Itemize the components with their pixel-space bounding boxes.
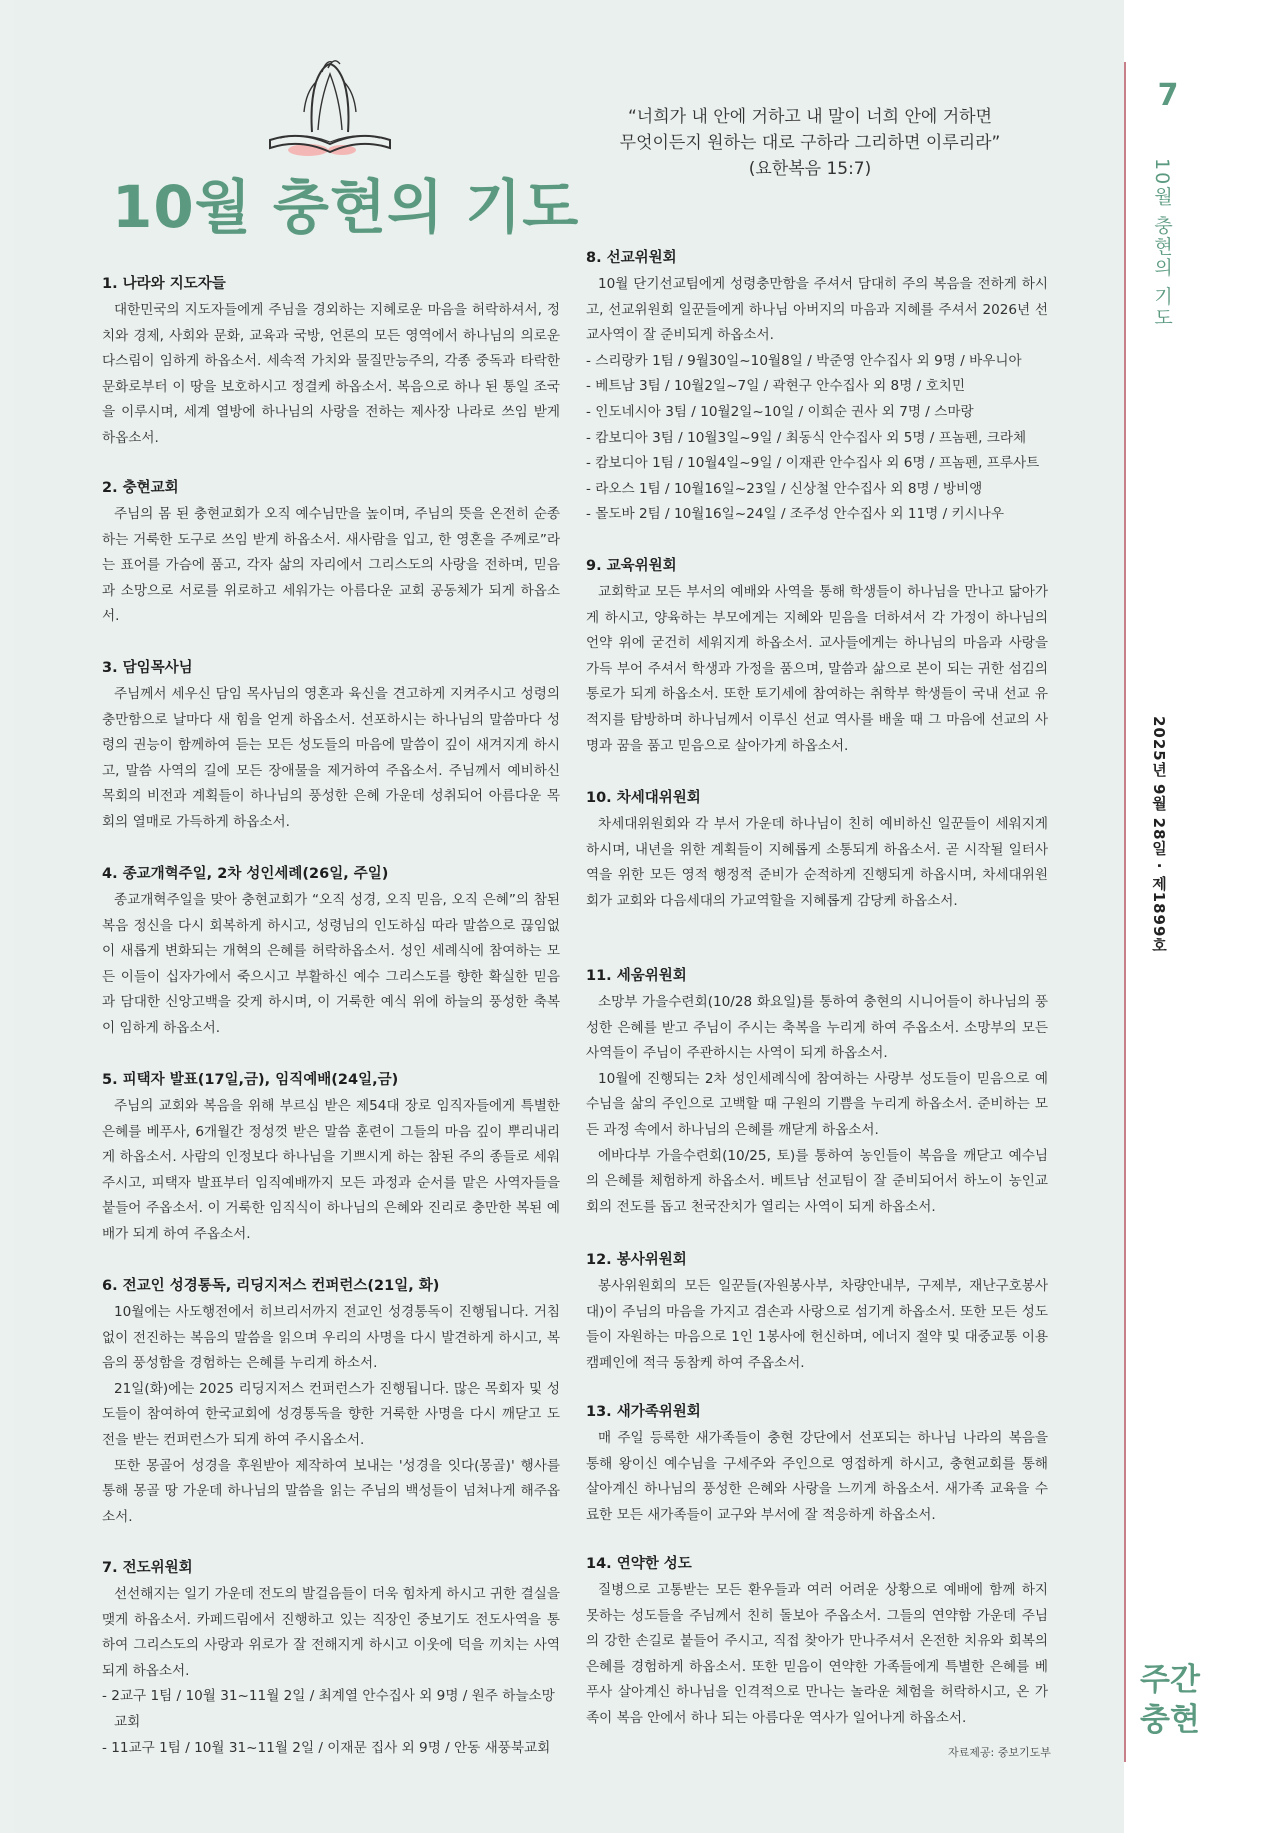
section-body: 주님의 교회와 복음을 위해 부르심 받은 제54대 장로 임직자들에게 특별한 은혜를 베푸사, 6개월간 정성껏 받은 말씀 훈련이 그들의 마음 깊이 뿌리내리게 하옵소서. 사람의 인정보다 하나님을 기쁘시게 하는 참된 주의 종들로 세워주시고, 피택자 발표부터 임직예배까지 모든 과정과 순서를 맡은 사역자들을 붙들어 주옵소서. 이 거룩한 임직식이 하나님의 은혜와 진리로 충만한 복된 예배가 되게 하여 주옵소서. (102, 1098, 560, 1242)
section-heading: 11. 세움위원회 (586, 968, 687, 984)
section-heading: 5. 피택자 발표(17일,금), 임직예배(24일,금) (102, 1072, 399, 1088)
section-body: 10월에 진행되는 2차 성인세례식에 참여하는 사랑부 성도들이 믿음으로 예수님을 삶의 주인으로 고백할 때 구원의 기쁨을 누리게 하옵소서. 준비하는 모든 과정 속에서 하나님의 은혜를 깨닫게 하옵소서. (586, 1070, 1048, 1138)
section-body: 선선해지는 일기 가운데 전도의 발걸음들이 더욱 힘차게 하시고 귀한 결실을 맺게 하옵소서. 카페드림에서 진행하고 있는 직장인 중보기도 전도사역을 통하여 그리스도의 사랑과 위로가 잘 전해지게 하시고 이웃에 덕을 끼치는 사역 되게 하옵소서. (102, 1586, 560, 1679)
brand-line-1: 주간 (1140, 1662, 1200, 1698)
section-heading: 14. 연약한 성도 (586, 1556, 692, 1572)
prayer-section (586, 966, 1048, 1220)
list-item: - 스리랑카 1팀 / 9월30일~10월8일 / 박준영 안수집사 외 9명 / 바우니아 (586, 352, 1022, 369)
quote-line: 무엇이든지 원하는 대로 구하라 그리하면 이루리라” (619, 133, 1001, 153)
section-body: 주님께서 세우신 담임 목사님의 영혼과 육신을 견고하게 지켜주시고 성령의 충만함으로 날마다 새 힘을 얻게 하옵소서. 선포하시는 하나님의 말씀마다 성령의 권능이 함께하여 듣는 모든 성도들의 마음에 말씀이 깊이 새겨지게 하시고, 말씀 사역의 길에 모든 장애물을 제거하여 주옵소서. 주님께서 예비하신 목회의 비전과 계획들이 하나님의 풍성한 은혜 가운데 성취되어 아름다운 목회의 열매로 가득하게 하옵소서. (102, 686, 560, 830)
section-heading: 3. 담임목사님 (102, 660, 193, 676)
list-item: - 인도네시아 3팀 / 10월2일~10일 / 이희순 권사 외 7명 / 스마랑 (586, 403, 974, 420)
brand-logo (1130, 1660, 1210, 1740)
prayer-section (102, 478, 560, 630)
quote-reference: (요한복음 15:7) (748, 159, 872, 179)
prayer-section (102, 1070, 560, 1248)
page-number: 7 (1157, 78, 1179, 113)
section-body: 21일(화)에는 2025 리딩지저스 컨퍼런스가 진행됩니다. 많은 목회자 및 성도들이 참여하여 한국교회에 성경통독을 향한 거룩한 사명을 다시 깨닫고 도전을 받는 컨퍼런스가 되게 하여 주시옵소서. (102, 1380, 560, 1448)
prayer-section (586, 1554, 1048, 1732)
prayer-section (102, 864, 560, 1042)
section-body: 또한 몽골어 성경을 후원받아 제작하여 보내는 '성경을 잇다(몽골)' 행사를 통해 몽골 땅 가운데 하나님의 말씀을 읽는 주님의 백성들이 넘쳐나게 해주옵소서. (102, 1457, 560, 1525)
section-heading: 10. 차세대위원회 (586, 790, 701, 806)
prayer-section (586, 248, 1048, 528)
section-heading: 7. 전도위원회 (102, 1560, 193, 1576)
list-item: - 캄보디아 3팀 / 10월3일~9일 / 최동식 안수집사 외 5명 / 프놈펜, 크라체 (586, 429, 1027, 446)
list-item: - 라오스 1팀 / 10월16일~23일 / 신상철 안수집사 외 8명 / 방비앵 (586, 480, 983, 497)
section-heading: 8. 선교위원회 (586, 250, 677, 266)
section-body: 10월에는 사도행전에서 히브리서까지 전교인 성경통독이 진행됩니다. 거침없이 전진하는 복음의 말씀을 읽으며 우리의 사명을 다시 발견하게 하시고, 복음의 풍성함을 경험하는 은혜를 누리게 하소서. (102, 1304, 560, 1372)
prayer-section (586, 556, 1048, 759)
sidebar (1124, 0, 1280, 1833)
scripture-quote (600, 104, 1020, 182)
section-heading: 9. 교육위원회 (586, 558, 677, 574)
quote-line: “너희가 내 안에 거하고 내 말이 너희 안에 거하면 (627, 107, 993, 127)
list-item: - 11교구 1팀 / 10월 31~11월 2일 / 이재문 집사 외 9명 / 안동 새풍북교회 (102, 1739, 551, 1756)
prayer-section (586, 1250, 1048, 1376)
section-body: 주님의 몸 된 충현교회가 오직 예수님만을 높이며, 주님의 뜻을 온전히 순종하는 거룩한 도구로 쓰임 받게 하옵소서. 새사람을 입고, 한 영혼을 주께로”라는 표어를 가슴에 품고, 각자 삶의 자리에서 그리스도의 사랑을 전하며, 믿음과 소망으로 서로를 위로하고 세워가는 아름다운 교회 공동체가 되게 하옵소서. (102, 506, 560, 625)
section-body: 대한민국의 지도자들에게 주님을 경외하는 지혜로운 마음을 허락하셔서, 정치와 경제, 사회와 문화, 교육과 국방, 언론의 모든 영역에서 하나님의 의로운 다스림이 임하게 하옵소서. 세속적 가치와 물질만능주의, 각종 중독과 타락한 문화로부터 이 땅을 보호하시고 정결케 하옵소서. 복음으로 하나 된 통일 조국을 이루시며, 세계 열방에 하나님의 사랑을 전하는 제사장 나라로 쓰임 받게 하옵소서. (102, 302, 560, 446)
section-body: 봉사위원회의 모든 일꾼들(자원봉사부, 차량안내부, 구제부, 재난구호봉사대)이 주님의 마음을 가지고 겸손과 사랑으로 섬기게 하옵소서. 또한 모든 성도들이 자원하는 마음으로 1인 1봉사에 헌신하며, 에너지 절약 및 대중교통 이용 캠페인에 적극 동참케 하여 주옵소서. (586, 1278, 1048, 1371)
section-body: 종교개혁주일을 맞아 충현교회가 “오직 성경, 오직 믿음, 오직 은혜”의 참된 복음 정신을 다시 회복하게 하시고, 성령님의 인도하심 따라 말씀으로 끊임없이 새롭게 변화되는 개혁의 은혜를 허락하옵소서. 성인 세례식에 참여하는 모든 이들이 십자가에서 죽으시고 부활하신 예수 그리스도를 향한 확실한 믿음과 담대한 신앙고백을 갖게 하시며, 이 거룩한 예식 위에 하늘의 풍성한 축복이 임하게 하옵소서. (102, 892, 560, 1036)
list-item: - 캄보디아 1팀 / 10월4일~9일 / 이재관 안수집사 외 6명 / 프놈펜, 프루사트 (586, 455, 1040, 472)
prayer-section (102, 1276, 560, 1530)
list-item: - 베트남 3팀 / 10월2일~7일 / 곽현구 안수집사 외 8명 / 호치민 (586, 378, 965, 395)
prayer-section (102, 274, 560, 452)
sidebar-divider (1124, 62, 1126, 1762)
issue-date: 2025년 9월 28일 · 제1899호 (1150, 716, 1168, 954)
section-body: 질병으로 고통받는 모든 환우들과 여러 어려운 상황으로 예배에 함께 하지 못하는 성도들을 주님께서 친히 돌보아 주옵소서. 그들의 연약함 가운데 주님의 강한 손길로 붙들어 주시고, 직접 찾아가 만나주셔서 온전한 치유와 회복의 은혜를 경험하게 하옵소서. 또한 믿음이 연약한 가족들에게 특별한 은혜를 베푸사 살아계신 하나님을 인격적으로 만나는 놀라운 체험을 허락하시고, 온 가족이 복음 안에서 하나 되는 아름다운 역사가 일어나게 하옵소서. (586, 1582, 1048, 1726)
section-body: 에바다부 가을수련회(10/25, 토)를 통하여 농인들이 복음을 깨닫고 예수님의 은혜를 체험하게 하옵소서. 베트남 선교팀이 잘 준비되어서 하노이 농인교회의 전도를 돕고 천국잔치가 열리는 사역이 되게 하옵소서. (586, 1147, 1048, 1215)
prayer-section (102, 1558, 560, 1761)
section-heading: 2. 충현교회 (102, 480, 179, 496)
section-body: 10월 단기선교팀에게 성령충만함을 주셔서 담대히 주의 복음을 전하게 하시고, 선교위원회 일꾼들에게 하나님 아버지의 마음과 지혜를 주셔서 2026년 선교사역이 잘 준비되게 하옵소서. (586, 276, 1048, 344)
sidebar-section-title: 10월 충현의 기도 (1151, 158, 1173, 329)
section-heading: 6. 전교인 성경통독, 리딩지저스 컨퍼런스(21일, 화) (102, 1278, 440, 1294)
section-heading: 1. 나라와 지도자들 (102, 276, 226, 292)
prayer-section (586, 1402, 1048, 1528)
source-credit: 자료제공: 중보기도부 (948, 1746, 1051, 1759)
section-heading: 4. 종교개혁주일, 2차 성인세례(26일, 주일) (102, 866, 389, 882)
section-body: 차세대위원회와 각 부서 가운데 하나님이 친히 예비하신 일꾼들이 세워지게 하시며, 내년을 위한 계획들이 지혜롭게 소통되게 하옵소서. 곧 시작될 일터사역을 위한 모든 영적 행정적 준비가 순적하게 진행되게 하옵시며, 차세대위원회가 교회와 다음세대의 가교역할을 지혜롭게 감당케 하옵소서. (586, 816, 1048, 909)
section-body: 소망부 가을수련회(10/28 화요일)를 통하여 충현의 시니어들이 하나님의 풍성한 은혜를 받고 주님이 주시는 축복을 누리게 하여 주옵소서. 소망부의 모든 사역들이 주님이 주관하시는 사역이 되게 하옵소서. (586, 994, 1048, 1062)
section-heading: 13. 새가족위원회 (586, 1404, 701, 1420)
prayer-section (586, 788, 1048, 914)
page-title: 10월 충현의 기도 (112, 173, 580, 241)
brand-line-2: 충현 (1140, 1702, 1200, 1738)
section-body: 매 주일 등록한 새가족들이 충현 강단에서 선포되는 하나님 나라의 복음을 통해 왕이신 예수님을 구세주와 주인으로 영접하게 하시고, 충현교회를 통해 살아계신 하나님의 풍성한 은혜와 사랑을 느끼게 하옵소서. 새가족 교육을 수료한 모든 새가족들이 교구와 부서에 잘 적응하게 하옵소서. (586, 1430, 1048, 1523)
list-item: - 2교구 1팀 / 10월 31~11월 2일 / 최계열 안수집사 외 9명 / 원주 하늘소망교회 (102, 1688, 555, 1730)
list-item: - 몰도바 2팀 / 10월16일~24일 / 조주성 안수집사 외 11명 / 키시나우 (586, 506, 1005, 523)
section-body: 교회학교 모든 부서의 예배와 사역을 통해 학생들이 하나님을 만나고 닮아가게 하시고, 양육하는 부모에게는 지혜와 믿음을 더하셔서 각 가정이 하나님의 언약 위에 굳건히 세워지게 하옵소서. 교사들에게는 하나님의 마음과 사랑을 가득 부어 주셔서 학생과 가정을 품으며, 말씀과 삶으로 본이 되는 귀한 섬김의 통로가 되게 하옵소서. 또한 토기세에 참여하는 취학부 학생들이 국내 선교 유적지를 탐방하며 하나님께서 이루신 선교 역사를 배울 때 그 마음에 선교의 사명과 꿈을 품고 믿음으로 살아가게 하옵소서. (586, 584, 1048, 754)
section-heading: 12. 봉사위원회 (586, 1252, 687, 1268)
praying-hands-bible-illustration (260, 52, 400, 162)
prayer-section (102, 658, 560, 836)
